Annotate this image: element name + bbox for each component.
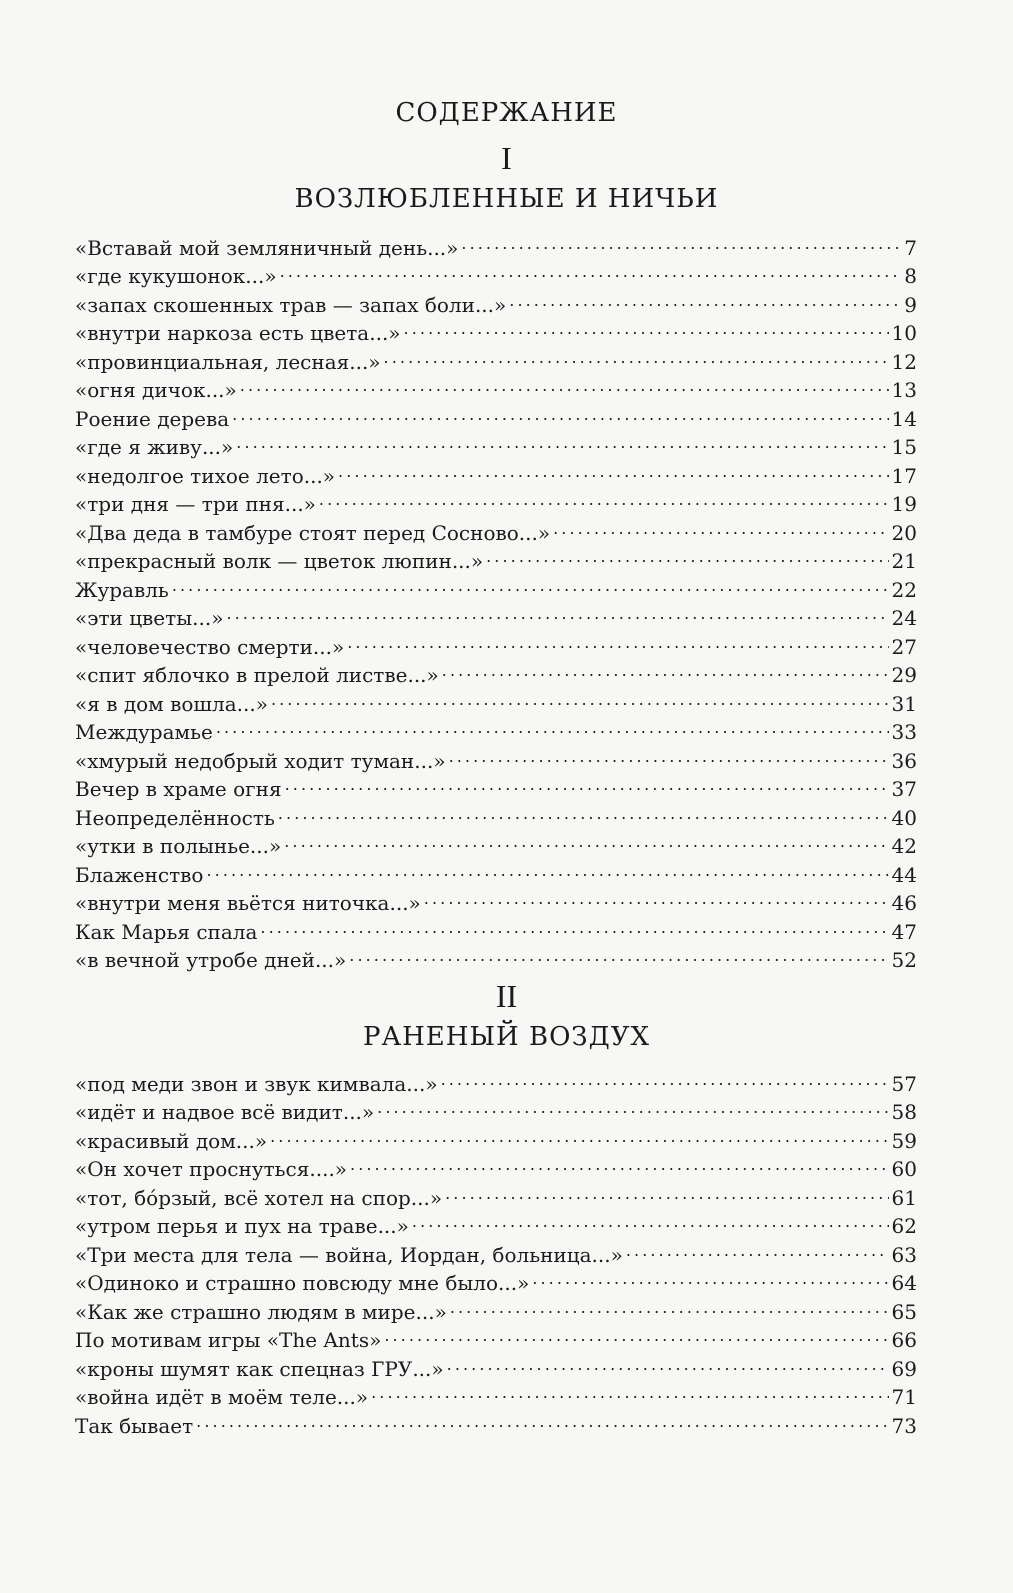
dot-leader	[626, 1233, 889, 1262]
section-1-entries	[75, 226, 917, 972]
entry-page-number: 19	[891, 492, 917, 516]
entry-page-number: 47	[891, 919, 917, 944]
dot-leader	[226, 597, 888, 626]
entry-title: Так бывает	[75, 1413, 194, 1438]
entry-title: «Два деда в тамбуре стоят перед Сосново...»	[75, 520, 551, 545]
entry-title: «где кукушонок...»	[75, 264, 277, 288]
entry-page-number: 27	[891, 634, 917, 659]
entry-page-number: 52	[891, 948, 917, 972]
entry-title: «красивый дом...»	[75, 1128, 268, 1153]
entry-page-number: 60	[891, 1157, 917, 1181]
dot-leader	[338, 454, 889, 483]
dot-leader	[172, 568, 889, 597]
entry-page-number: 31	[891, 691, 917, 716]
section-1-numeral: I	[501, 140, 512, 176]
dot-leader	[441, 1062, 889, 1091]
entry-title: «утки в полынье...»	[75, 834, 282, 858]
entry-title: «тот, бóрзый, всё хотел на спор...»	[75, 1185, 443, 1210]
entry-page-number: 24	[891, 606, 917, 630]
dot-leader	[270, 1119, 888, 1148]
dot-leader	[442, 654, 889, 683]
entry-title: «хмурый недобрый ходит туман...»	[75, 748, 446, 773]
dot-leader	[285, 768, 889, 797]
entry-title: «кроны шумят как спецназ ГРУ...»	[75, 1356, 444, 1381]
entry-title: «недолгое тихое лето...»	[75, 463, 336, 488]
entry-page-number: 46	[891, 891, 917, 915]
dot-leader	[449, 739, 889, 768]
entry-page-number: 42	[891, 834, 917, 858]
dot-leader	[553, 511, 888, 540]
dot-leader	[319, 483, 889, 512]
entry-title: «три дня — три пня...»	[75, 492, 316, 516]
entry-title: «в вечной утробе дней...»	[75, 948, 347, 972]
dot-leader	[260, 910, 888, 939]
dot-leader	[424, 882, 889, 911]
toc-entry	[75, 568, 917, 602]
entry-page-number: 22	[891, 577, 917, 602]
entry-title: «я в дом вошла...»	[75, 691, 268, 716]
dot-leader	[532, 1262, 888, 1291]
entry-page-number: 37	[891, 777, 917, 801]
dot-leader	[461, 226, 901, 255]
entry-page-number: 17	[891, 463, 917, 488]
dot-leader	[384, 340, 889, 369]
dot-leader	[280, 255, 902, 284]
dot-leader	[240, 369, 889, 398]
entry-page-number: 40	[891, 805, 917, 830]
entry-page-number: 59	[891, 1128, 917, 1153]
entry-page-number: 33	[891, 720, 917, 744]
dot-leader	[509, 283, 901, 312]
dot-leader	[278, 796, 889, 825]
entry-title: По мотивам игры «The Ants»	[75, 1328, 382, 1352]
toc-entry	[75, 1062, 917, 1096]
entry-title: Роение дерева	[75, 406, 230, 431]
entry-title: «Вставай мой земляничный день...»	[75, 235, 459, 260]
entry-page-number: 8	[904, 264, 917, 288]
entry-page-number: 61	[891, 1185, 917, 1210]
contents-title: СОДЕРЖАНИЕ	[395, 98, 618, 128]
dot-leader	[384, 1319, 888, 1348]
entry-page-number: 71	[891, 1385, 917, 1409]
entry-title: Журавль	[75, 577, 169, 602]
section-2-entries	[75, 1062, 917, 1438]
entry-page-number: 9	[904, 292, 917, 317]
entry-title: «огня дичок...»	[75, 378, 237, 402]
dot-leader	[349, 939, 888, 968]
entry-title: «Одиноко и страшно повсюду мне было...»	[75, 1271, 530, 1295]
entry-page-number: 10	[891, 321, 917, 345]
dot-leader	[206, 853, 888, 882]
entry-page-number: 63	[891, 1242, 917, 1267]
entry-title: «Как же страшно людям в мире...»	[75, 1299, 447, 1324]
entry-page-number: 57	[891, 1071, 917, 1096]
dot-leader	[347, 625, 888, 654]
entry-page-number: 13	[891, 378, 917, 402]
entry-title: «где я живу...»	[75, 435, 234, 459]
entry-page-number: 36	[891, 748, 917, 773]
section-2-title: РАНЕНЫЙ ВОЗДУХ	[362, 1022, 651, 1052]
dot-leader	[236, 426, 888, 455]
entry-page-number: 15	[891, 435, 917, 459]
entry-title: «спит яблочко в прелой листве...»	[75, 663, 439, 687]
entry-page-number: 20	[891, 520, 917, 545]
entry-page-number: 65	[891, 1299, 917, 1324]
entry-title: «идёт и надвое всё видит...»	[75, 1100, 375, 1124]
dot-leader	[371, 1376, 888, 1405]
entry-title: Неопределённость	[75, 805, 275, 830]
toc-entry	[75, 1404, 917, 1438]
dot-leader	[404, 312, 889, 341]
entry-title: Как Марья спала	[75, 919, 258, 944]
entry-page-number: 64	[891, 1271, 917, 1295]
entry-title: «утром перья и пух на траве...»	[75, 1214, 409, 1238]
entry-title: Междурамье	[75, 720, 213, 744]
dot-leader	[196, 1404, 888, 1433]
entry-page-number: 12	[891, 349, 917, 374]
entry-page-number: 69	[891, 1356, 917, 1381]
entry-page-number: 66	[891, 1328, 917, 1352]
entry-title: «под меди звон и звук кимвала...»	[75, 1071, 438, 1096]
entry-title: «эти цветы...»	[75, 606, 224, 630]
dot-leader	[284, 825, 888, 854]
entry-title: «запах скошенных трав — запах боли...»	[75, 292, 507, 317]
entry-page-number: 14	[891, 406, 917, 431]
dot-leader	[377, 1091, 888, 1120]
dot-leader	[216, 711, 889, 740]
dot-leader	[486, 540, 888, 569]
entry-page-number: 58	[891, 1100, 917, 1124]
entry-title: «внутри наркоза есть цвета...»	[75, 321, 401, 345]
entry-title: «война идёт в моём теле...»	[75, 1385, 369, 1409]
entry-title: «провинциальная, лесная...»	[75, 349, 381, 374]
dot-leader	[447, 1347, 889, 1376]
entry-page-number: 7	[904, 235, 917, 260]
dot-leader	[232, 397, 888, 426]
section-1-title: ВОЗЛЮБЛЕННЫЕ И НИЧЬИ	[294, 184, 719, 214]
dot-leader	[271, 682, 889, 711]
toc-entry	[75, 597, 917, 630]
entry-title: «внутри меня вьётся ниточка...»	[75, 891, 421, 915]
section-2-numeral: II	[495, 978, 518, 1014]
dot-leader	[450, 1290, 889, 1319]
entry-title: «Он хочет проснуться....»	[75, 1157, 348, 1181]
dot-leader	[350, 1148, 889, 1177]
dot-leader	[445, 1176, 888, 1205]
entry-title: Блаженство	[75, 862, 204, 887]
dot-leader	[412, 1205, 889, 1234]
entry-page-number: 21	[891, 549, 917, 573]
entry-title: «прекрасный волк — цветок люпин...»	[75, 549, 484, 573]
toc-entry	[75, 226, 917, 260]
entry-page-number: 62	[891, 1214, 917, 1238]
entry-title: «Три места для тела — война, Иордан, больница...»	[75, 1242, 623, 1267]
entry-title: «человечество смерти...»	[75, 634, 345, 659]
entry-page-number: 44	[891, 862, 917, 887]
entry-page-number: 73	[891, 1413, 917, 1438]
entry-title: Вечер в храме огня	[75, 777, 282, 801]
entry-page-number: 29	[891, 663, 917, 687]
